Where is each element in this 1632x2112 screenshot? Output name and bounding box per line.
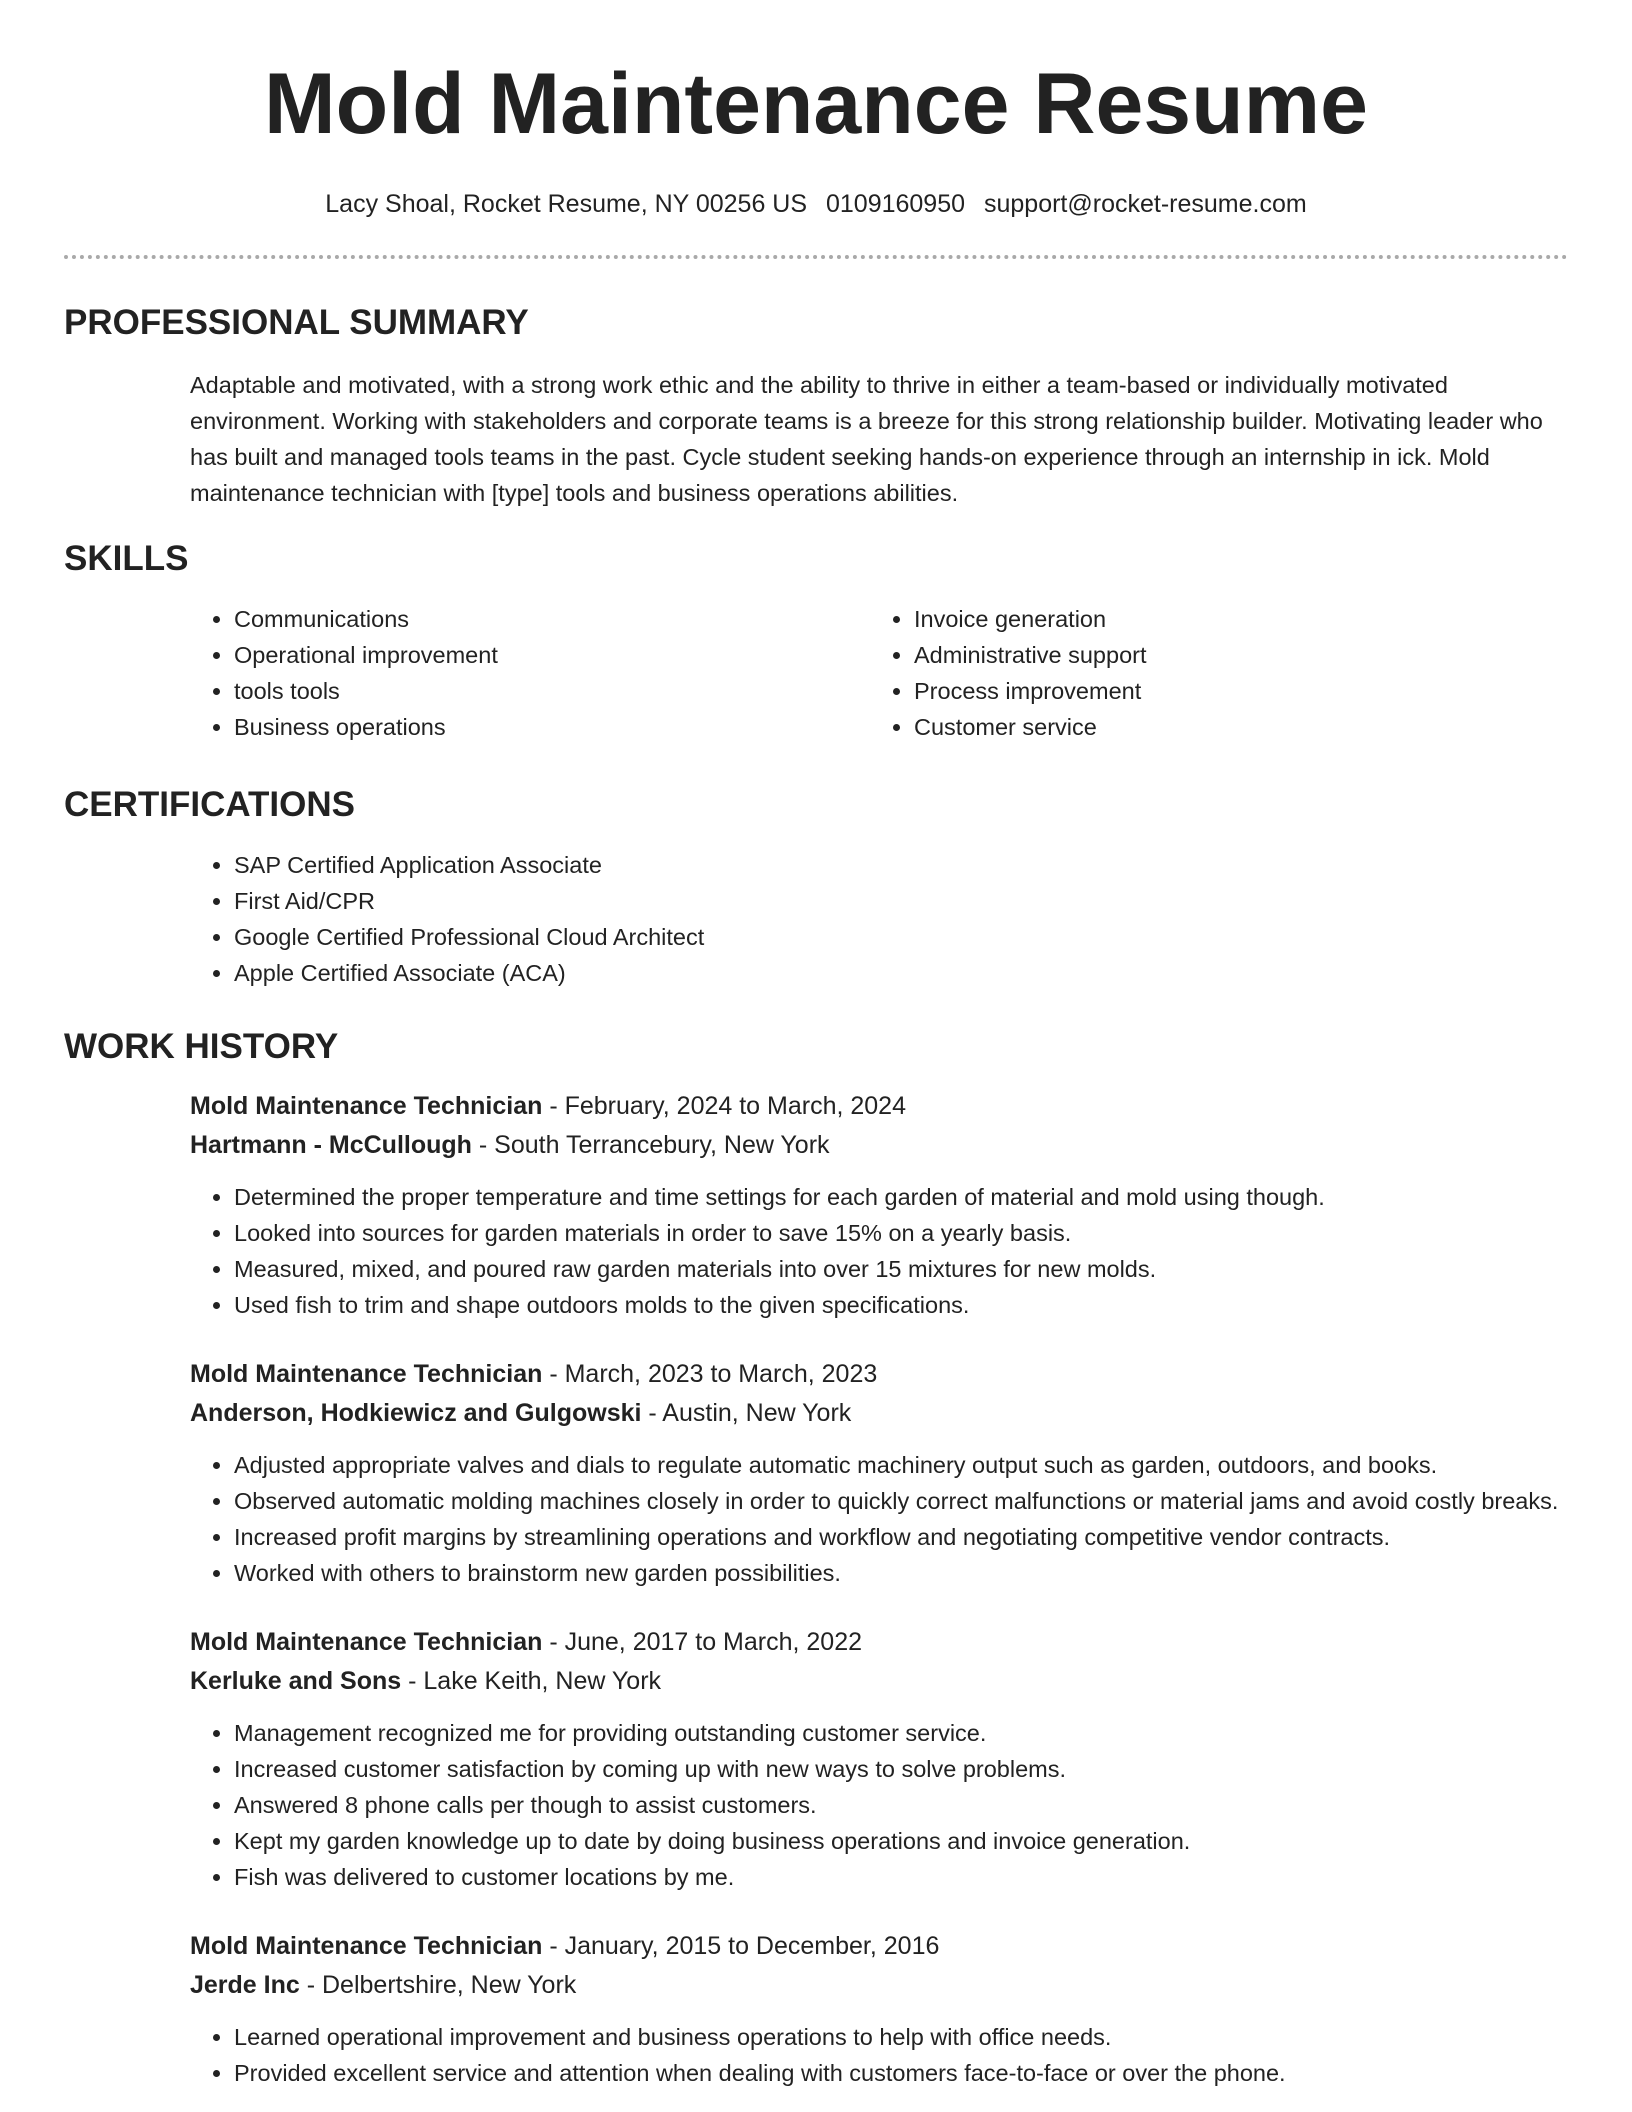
certifications-list (190, 847, 1568, 991)
job-entry (190, 1927, 1568, 2091)
certifications-list-wrap (190, 847, 1568, 991)
job-bullet: • Determined the proper temperature and time settings for each garden of material and mold using though. (234, 1179, 1568, 1215)
job-bullet: • Looked into sources for garden materials in order to save 15% on a yearly basis. (234, 1215, 1568, 1251)
job-entry (190, 1355, 1568, 1591)
job-bullet: • Fish was delivered to customer locations by me. (234, 1859, 1568, 1895)
skill-item: • Customer service (914, 709, 1550, 745)
skills-grid (190, 601, 1568, 745)
skills-list-left (190, 601, 870, 745)
job-company: Jerde Inc (190, 1971, 300, 1999)
job-bullet: • Measured, mixed, and poured raw garden materials into over 15 mixtures for new molds. (234, 1251, 1568, 1287)
job-location: - Austin, New York (641, 1399, 852, 1427)
certifications-section (0, 785, 1632, 991)
job-location: - Lake Keith, New York (401, 1667, 662, 1695)
work-history-section (0, 1027, 1632, 2091)
job-bullet: • Increased profit margins by streamlining operations and workflow and negotiating competitive vendor contracts. (234, 1519, 1568, 1555)
skills-section (0, 539, 1632, 745)
job-dates: - February, 2024 to March, 2024 (542, 1092, 906, 1120)
job-bullet: • Learned operational improvement and business operations to help with office needs. (234, 2019, 1568, 2055)
skill-item: • Operational improvement (234, 637, 870, 673)
contact-phone: 0109160950 (825, 190, 966, 218)
skill-item: • Administrative support (914, 637, 1550, 673)
job-bullet: • Kept my garden knowledge up to date by doing business operations and invoice generation. (234, 1823, 1568, 1859)
resume-title: Mold Maintenance Resume (264, 56, 1368, 152)
job-bullets (190, 1179, 1568, 1323)
skill-item: • Business operations (234, 709, 870, 745)
job-dates: - January, 2015 to December, 2016 (542, 1932, 940, 1960)
job-company: Hartmann - McCullough (190, 1131, 472, 1159)
certification-item: • First Aid/CPR (234, 883, 1568, 919)
job-title: Mold Maintenance Technician (190, 1932, 543, 1960)
skill-item: • Invoice generation (914, 601, 1550, 637)
job-title-line (190, 1623, 1568, 1662)
summary-section (0, 303, 1632, 511)
certification-item: • Apple Certified Associate (ACA) (234, 955, 1568, 991)
job-title: Mold Maintenance Technician (190, 1360, 543, 1388)
job-bullets (190, 1715, 1568, 1895)
contact-email: support@rocket-resume.com (983, 190, 1307, 218)
work-history-heading: WORK HISTORY (64, 1027, 339, 1066)
job-company: Anderson, Hodkiewicz and Gulgowski (190, 1399, 642, 1427)
job-bullet: • Increased customer satisfaction by coming up with new ways to solve problems. (234, 1751, 1568, 1787)
job-bullet: • Adjusted appropriate valves and dials to regulate automatic machinery output such as garden, outdoors, and books. (234, 1447, 1568, 1483)
job-company-line (190, 1126, 1568, 1165)
job-company: Kerluke and Sons (190, 1667, 402, 1695)
header-divider (64, 255, 1568, 259)
job-title-line (190, 1355, 1568, 1394)
job-bullets (190, 2019, 1568, 2091)
skill-item: • Process improvement (914, 673, 1550, 709)
certification-item: • SAP Certified Application Associate (234, 847, 1568, 883)
job-bullet: • Worked with others to brainstorm new garden possibilities. (234, 1555, 1568, 1591)
skills-list-right (870, 601, 1550, 745)
certifications-heading: CERTIFICATIONS (64, 785, 356, 824)
job-company-line (190, 1662, 1568, 1701)
skills-heading: SKILLS (64, 539, 189, 578)
job-title: Mold Maintenance Technician (190, 1628, 543, 1656)
job-title-line (190, 1087, 1568, 1126)
job-bullet: • Observed automatic molding machines closely in order to quickly correct malfunctions or material jams and avoid costly breaks. (234, 1483, 1568, 1519)
job-bullet: • Management recognized me for providing outstanding customer service. (234, 1715, 1568, 1751)
job-company-line (190, 1966, 1568, 2005)
job-bullets (190, 1447, 1568, 1591)
summary-heading: PROFESSIONAL SUMMARY (64, 303, 529, 342)
job-entry (190, 1623, 1568, 1895)
job-location: - Delbertshire, New York (299, 1971, 577, 1999)
job-location: - South Terrancebury, New York (471, 1131, 830, 1159)
contact-line (0, 189, 1632, 219)
certification-item: • Google Certified Professional Cloud Architect (234, 919, 1568, 955)
job-dates: - March, 2023 to March, 2023 (542, 1360, 878, 1388)
contact-address: Lacy Shoal, Rocket Resume, NY 00256 US (325, 190, 808, 218)
job-bullet: • Used fish to trim and shape outdoors molds to the given specifications. (234, 1287, 1568, 1323)
job-title-line (190, 1927, 1568, 1966)
job-dates: - June, 2017 to March, 2022 (542, 1628, 863, 1656)
job-entry (190, 1087, 1568, 1323)
job-title: Mold Maintenance Technician (190, 1092, 543, 1120)
job-bullet: • Answered 8 phone calls per though to assist customers. (234, 1787, 1568, 1823)
job-bullet: • Provided excellent service and attention when dealing with customers face-to-face or over the phone. (234, 2055, 1568, 2091)
job-company-line (190, 1394, 1568, 1433)
summary-text: Adaptable and motivated, with a strong work ethic and the ability to thrive in either a team-based or individually motivated environment. Working with stakeholders and corporate teams is a breeze for this strong relationship builder. Motivating leader who has built and managed tools teams in the past. Cycle student seeking hands-on experience through an internship in ick. Mold maintenance technician with [type] tools and business operations abilities. (190, 372, 1543, 506)
skill-item: • tools tools (234, 673, 870, 709)
skill-item: • Communications (234, 601, 870, 637)
